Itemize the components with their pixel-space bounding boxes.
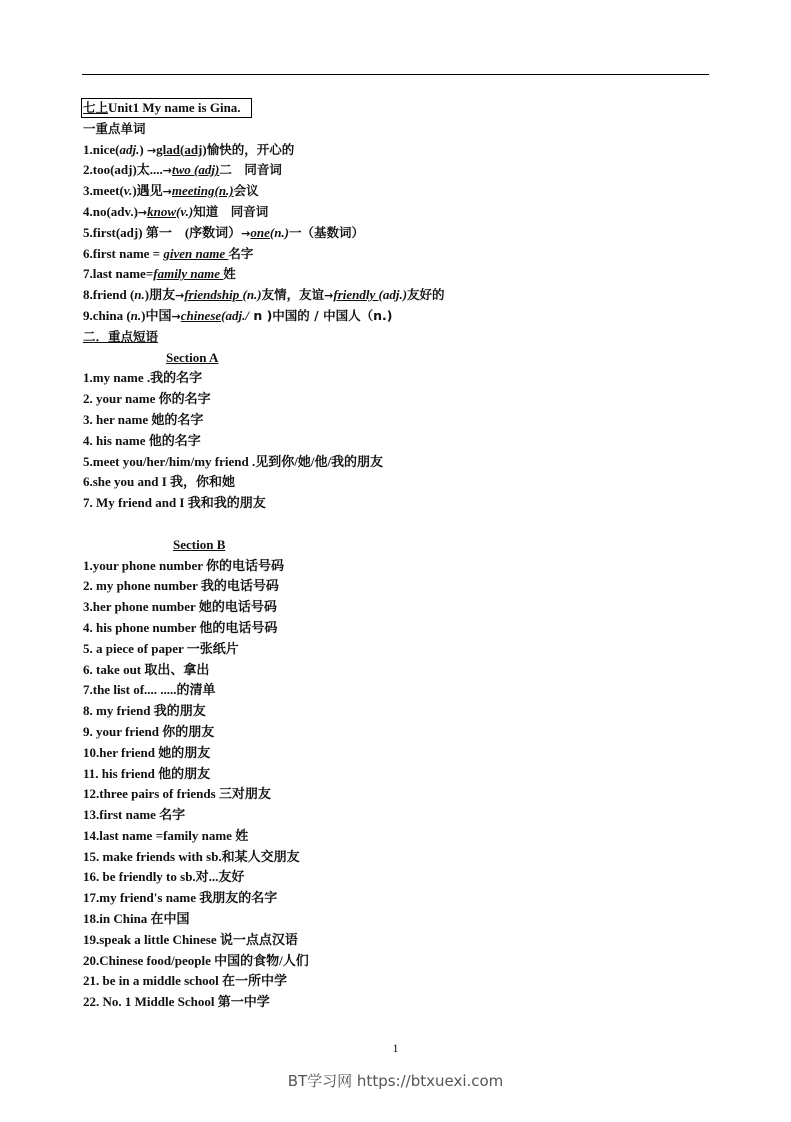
- spacer: [83, 514, 723, 535]
- phrase-item: 18.in China 在中国: [83, 911, 190, 927]
- arrow-icon: →: [324, 289, 334, 303]
- phrase-item: 16. be friendly to sb.对...友好: [83, 869, 245, 885]
- vocab-item: 6.first name = given name 名字: [83, 245, 254, 261]
- phrase-item: 21. be in a middle school 在一所中学: [83, 973, 288, 989]
- arrow-icon: →: [162, 185, 172, 199]
- header-rule: [82, 74, 709, 75]
- title-box: [81, 98, 252, 118]
- phrase-item: 7. My friend and I 我和我的朋友: [83, 495, 266, 511]
- phrase-item: 3.her phone number 她的电话号码: [83, 599, 277, 615]
- phrase-item: 20.Chinese food/people 中国的食物/人们: [83, 952, 309, 968]
- phrase-item: 5. a piece of paper 一张纸片: [83, 640, 239, 656]
- phrase-item: 15. make friends with sb.和某人交朋友: [83, 848, 300, 864]
- vocab-item: 9.china (n.)中国→chinese(adj./ n )中国的 / 中国人（n.): [83, 307, 393, 323]
- arrow-icon: →: [162, 164, 173, 178]
- phrase-item: 19.speak a little Chinese 说一点点汉语: [83, 931, 298, 947]
- phrase-item: 2. your name 你的名字: [83, 391, 211, 407]
- document-body: [83, 98, 723, 1013]
- watermark: BT学习网 https://btxuexi.com: [287, 1072, 504, 1090]
- vocab-item: 7.last name=family name 姓: [83, 266, 236, 282]
- phrase-item: 17.my friend's name 我朋友的名字: [83, 890, 278, 906]
- page-number: 1: [392, 1041, 399, 1055]
- phrase-item: 5.meet you/her/him/my friend .见到你/她/他/我的朋友: [83, 453, 384, 469]
- phrase-item: 11. his friend 他的朋友: [83, 765, 211, 781]
- vocab-item: 5.first(adj) 第一 (序数词）→one(n.)一（基数词）: [83, 224, 365, 240]
- phrase-item: 10.her friend 她的朋友: [83, 744, 211, 760]
- phrase-item: 1.my name .我的名字: [83, 370, 203, 386]
- vocab-item: 2.too(adj)太....→two (adj)二 同音词: [83, 162, 282, 178]
- section-a-title: Section A: [166, 349, 219, 365]
- phrase-item: 22. No. 1 Middle School 第一中学: [83, 994, 270, 1010]
- vocab-item: 3.meet(v.)遇见→meeting(n.)会议: [83, 183, 259, 199]
- phrase-item: 1.your phone number 你的电话号码: [83, 557, 285, 573]
- phrase-item: 6.she you and I 我，你和她: [83, 474, 236, 490]
- title-line: [83, 98, 723, 119]
- phrase-item: 12.three pairs of friends 三对朋友: [83, 786, 271, 802]
- phrase-item: 2. my phone number 我的电话号码: [83, 578, 279, 594]
- phrase-item: 13.first name 名字: [83, 807, 186, 823]
- phrases-heading: 二．重点短语: [83, 328, 159, 344]
- phrase-item: 8. my friend 我的朋友: [83, 703, 206, 719]
- phrase-item: 9. your friend 你的朋友: [83, 723, 215, 739]
- phrase-item: 4. his name 他的名字: [83, 432, 201, 448]
- phrase-item: 7.the list of.... .....的清单: [83, 682, 216, 698]
- phrase-item: 4. his phone number 他的电话号码: [83, 619, 278, 635]
- vocab-item: 4.no(adv.)→know(v.)知道 同音词: [83, 203, 269, 219]
- section-b-title: Section B: [173, 536, 226, 552]
- vocab-heading: 一重点单词: [83, 120, 146, 136]
- vocab-item: 1.nice(adj.) →glad(adj)愉快的，开心的: [83, 141, 295, 157]
- phrase-item: 6. take out 取出、拿出: [83, 661, 210, 677]
- vocab-item: 8.friend (n.)朋友→friendship (n.)友情，友谊→friendly (adj.)友好的: [83, 287, 445, 303]
- arrow-icon: →: [171, 309, 181, 323]
- phrase-item: 14.last name =family name 姓: [83, 827, 249, 843]
- title-prefix: 七上: [83, 100, 109, 115]
- title-text: Unit1 My name is Gina.: [108, 100, 241, 115]
- arrow-icon: →: [175, 289, 185, 303]
- arrow-icon: →: [146, 143, 157, 157]
- arrow-icon: →: [137, 205, 148, 219]
- phrase-item: 3. her name 她的名字: [83, 411, 204, 427]
- arrow-icon: →: [241, 226, 251, 240]
